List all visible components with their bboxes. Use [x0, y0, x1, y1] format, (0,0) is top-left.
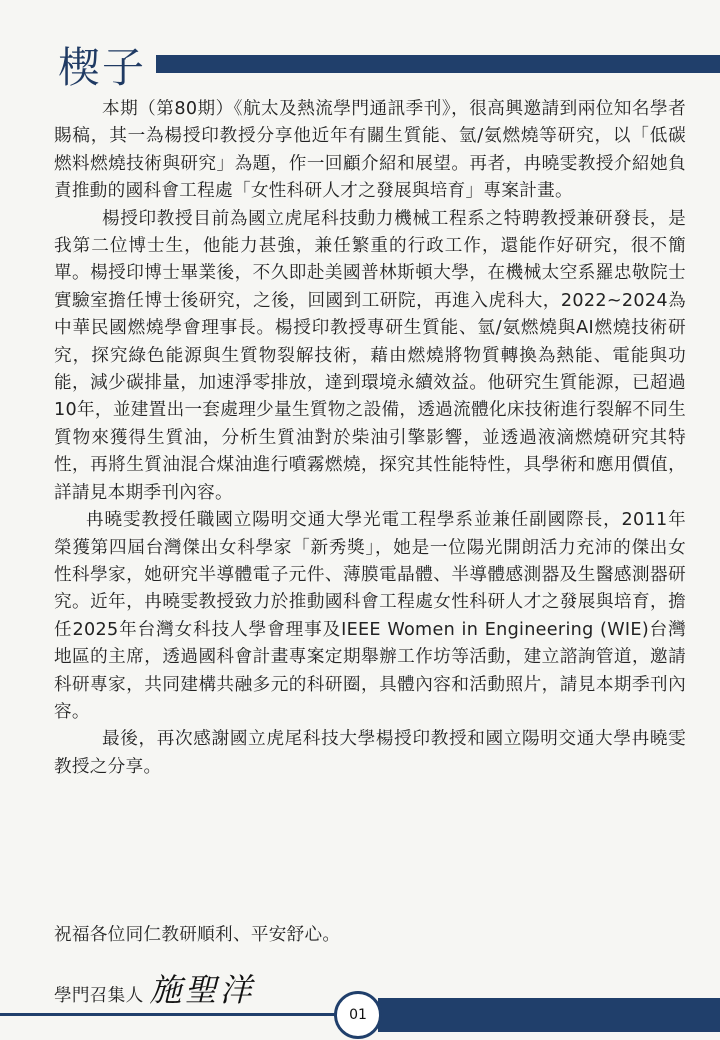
signature-label: 學門召集人: [54, 986, 144, 1006]
paragraph-closing: 最後，再次感謝國立虎尾科技大學楊授印教授和國立陽明交通大學冉曉雯教授之分享。: [54, 729, 686, 777]
page-title: 楔子: [58, 43, 147, 92]
signature-block: [54, 966, 255, 1010]
footer-bar-decoration: [378, 998, 720, 1032]
signature-name: 施聖洋: [149, 971, 255, 1009]
article-body: [54, 96, 686, 781]
paragraph-ran: 冉曉雯教授任職國立陽明交通大學光電工程學系並兼任副國際長，2011年榮獲第四屆台灣傑出女科學家「新秀獎」，她是一位陽光開朗活力充沛的傑出女性科學家，她研究半導體電子元件、薄膜電晶體、半導體感測器及生醫感測器研究。近年，冉曉雯教授致力於推動國科會工程處女性科研人才之發展與培育，擔任2025年台灣女科技人學會理事及IEEE Women in Engineering (WIE)台灣地區的主席，透過國科會計畫專案定期舉辦工作坊等活動，建立諮詢管道，邀請科研專家，共同建構共融多元的科研圈，具體內容和活動照片，請見本期季刊內容。: [54, 510, 686, 722]
paragraph-yang: 楊授印教授目前為國立虎尾科技動力機械工程系之特聘教授兼研發長，是我第二位博士生，他能力甚強，兼任繁重的行政工作，還能作好研究，很不簡單。楊授印博士畢業後，不久即赴美國普林斯頓大學，在機械太空系羅忠敬院士實驗室擔任博士後研究，之後，回國到工研院，再進入虎科大，2022~2024為中華民國燃燒學會理事長。楊授印教授專研生質能、氫/氨燃燒與AI燃燒技術研究，探究綠色能源與生質物裂解技術，藉由燃燒將物質轉換為熱能、電能與功能，減少碳排量，加速淨零排放，達到環境永續效益。他研究生質能源，已超過10年，並建置出一套處理少量生質物之設備，透過流體化床技術進行裂解不同生質物來獲得生質油，分析生質油對於柴油引擎影響，並透過液滴燃燒研究其特性，再將生質油混合煤油進行噴霧燃燒，探究其性能特性，具學術和應用價值，詳請見本期季刊內容。: [54, 208, 686, 503]
blessing-text: 祝福各位同仁教研順利、平安舒心。: [54, 925, 341, 945]
page-number: 01: [334, 991, 382, 1039]
footer-line-decoration: [0, 1013, 340, 1016]
paragraph-intro: 本期（第80期）《航太及熱流學門通訊季刊》，很高興邀請到兩位知名學者賜稿，其一為楊授印教授分享他近年有關生質能、氫/氨燃燒等研究，以「低碳燃料燃燒技術與研究」為題，作一回顧介紹和展望。再者，冉曉雯教授介紹她負責推動的國科會工程處「女性科研人才之發展與培育」專案計畫。: [54, 99, 686, 202]
title-bar-decoration: [156, 55, 720, 73]
